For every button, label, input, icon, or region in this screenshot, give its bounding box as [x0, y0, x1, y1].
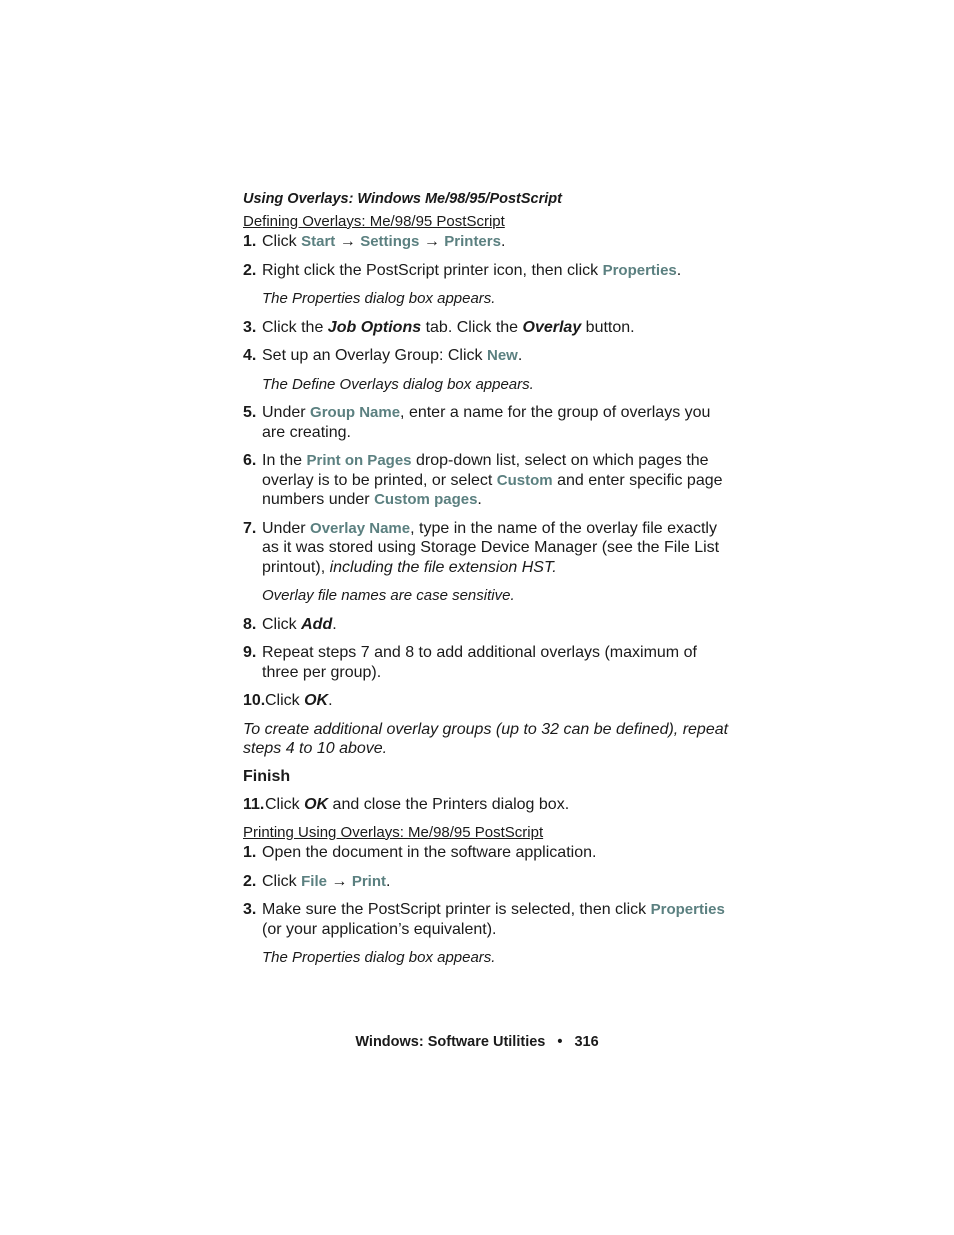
step-number: 7.: [243, 519, 257, 537]
step-number: 3.: [243, 318, 257, 336]
step-7: [243, 519, 733, 578]
step-number: 6.: [243, 452, 257, 469]
step-text: , type in the name of the overlay file exactly as it was stored using Storage Device Manager (see the File List printout),: [262, 519, 720, 576]
page-footer: [0, 1034, 954, 1050]
step-text: Repeat steps 7 and 8 to add additional overlays (maximum of three per group).: [262, 644, 697, 681]
step-4: [243, 346, 733, 366]
ok-label: OK: [304, 692, 329, 709]
step-9: [243, 643, 733, 682]
emphasis-text: including the file extension HST.: [329, 558, 557, 576]
add-label: Add: [301, 615, 333, 633]
step-number: 10.: [243, 692, 266, 709]
footer-bullet: •: [557, 1034, 563, 1050]
arrow: →: [419, 233, 445, 250]
print-step-1: [243, 843, 733, 863]
ui-new: New: [486, 347, 518, 364]
step-number: 1.: [243, 844, 257, 861]
step-text: .: [328, 692, 333, 709]
step-number: 2.: [243, 872, 257, 890]
step-text: drop-down list, select on which pages the overlay is to be printed, or select: [262, 452, 709, 489]
step-number: 2.: [243, 261, 257, 279]
step-text: .: [386, 872, 391, 890]
step-1: [243, 232, 733, 252]
note: The Define Overlays dialog box appears.: [262, 375, 534, 393]
job-options-label: Job Options: [327, 318, 422, 336]
step-text: and enter specific page numbers under: [262, 471, 723, 508]
step-text: Open the document in the software application.: [262, 844, 597, 861]
footer-section: Windows: Software Utilities: [355, 1034, 546, 1050]
step-text: Click: [262, 615, 302, 633]
step-text: In the: [262, 452, 307, 469]
note: The Properties dialog box appears.: [262, 949, 496, 966]
arrow: →: [326, 872, 352, 890]
defining-heading: Defining Overlays: Me/98/95 PostScript: [243, 212, 505, 230]
step-text: tab. Click the: [421, 318, 523, 336]
step-text: .: [500, 233, 506, 250]
step-text: Click: [265, 796, 305, 813]
step-text: .: [477, 491, 482, 508]
arrow: →: [335, 233, 361, 250]
step-text: button.: [581, 318, 635, 336]
note: Overlay file names are case sensitive.: [262, 587, 515, 604]
step-text: Set up an Overlay Group: Click: [262, 347, 487, 364]
overlay-label: Overlay: [522, 318, 582, 336]
note: The Properties dialog box appears.: [262, 290, 496, 307]
document-body: [243, 190, 733, 977]
step-text: Right click the PostScript printer icon, then click: [262, 261, 603, 279]
ui-start: Start: [301, 233, 336, 250]
ui-print: Print: [351, 872, 387, 890]
step-8: [243, 615, 733, 635]
ui-printers: Printers: [444, 233, 501, 250]
step-text: Click: [262, 872, 302, 890]
step-number: 8.: [243, 615, 257, 633]
print-step-3: [243, 900, 733, 939]
step-number: 1.: [243, 233, 257, 250]
step-text: Click: [265, 692, 305, 709]
step-text: .: [332, 615, 337, 633]
ui-overlay-name: Overlay Name: [310, 519, 411, 537]
printing-heading: Printing Using Overlays: Me/98/95 PostScript: [243, 823, 544, 841]
ui-properties: Properties: [602, 261, 677, 279]
step-text: Make sure the PostScript printer is selected, then click: [262, 901, 651, 918]
step-text: Under: [262, 404, 311, 421]
step-10: [243, 691, 733, 711]
step-text: .: [517, 347, 523, 364]
step-text: Under: [262, 519, 311, 537]
ui-group-name: Group Name: [310, 404, 401, 421]
additional-groups-note: To create additional overlay groups (up to 32 can be defined), repeat steps 4 to 10 above.: [243, 720, 729, 757]
step-number: 9.: [243, 644, 257, 661]
step-text: and close the Printers dialog box.: [328, 796, 570, 813]
step-number: 4.: [243, 347, 257, 364]
step-text: Click: [262, 233, 302, 250]
ui-print-on-pages: Print on Pages: [306, 452, 412, 469]
step-text: .: [676, 261, 682, 279]
ui-custom-pages: Custom pages: [374, 491, 478, 508]
step-text: Click the: [262, 318, 328, 336]
step-text: (or your application’s equivalent).: [262, 920, 497, 938]
ui-file: File: [301, 872, 327, 890]
step-number: 11.: [243, 796, 265, 813]
print-step-2: [243, 872, 733, 892]
ok-label: OK: [304, 796, 329, 813]
ui-properties: Properties: [650, 901, 725, 918]
ui-custom: Custom: [496, 471, 553, 489]
step-2: [243, 261, 733, 281]
step-6: [243, 451, 733, 510]
step-11: [243, 795, 733, 815]
step-5: [243, 403, 733, 442]
page-number: 316: [574, 1034, 599, 1050]
ui-settings: Settings: [360, 233, 420, 250]
finish-heading: Finish: [243, 767, 291, 785]
section-title: Using Overlays: Windows Me/98/95/PostScript: [243, 191, 562, 207]
step-3: [243, 318, 733, 338]
step-number: 3.: [243, 901, 257, 918]
step-text: , enter a name for the group of overlays you are creating.: [262, 404, 711, 441]
step-number: 5.: [243, 404, 257, 421]
